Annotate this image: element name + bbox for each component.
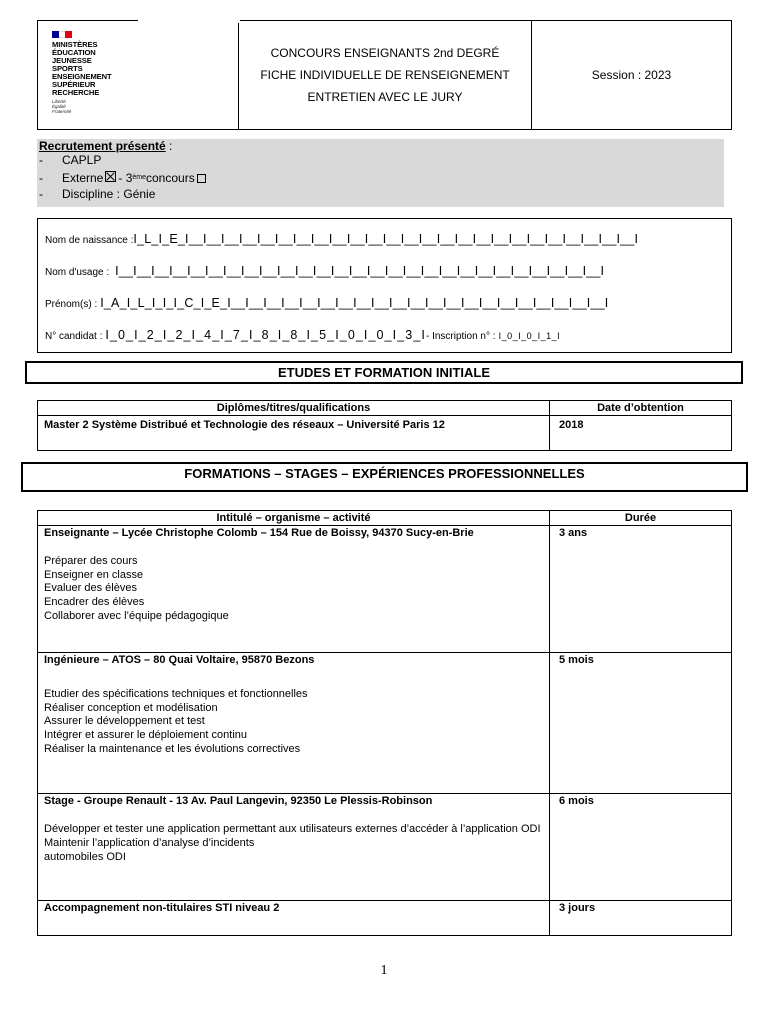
list-item: Réaliser conception et modélisation bbox=[44, 701, 218, 714]
logo-motto-line: Égalité bbox=[52, 104, 66, 109]
task-list bbox=[44, 688, 543, 757]
logo-line: JEUNESSE bbox=[52, 56, 92, 65]
title-line-1: CONCOURS ENSEIGNANTS 2nd DEGRÉ bbox=[270, 46, 500, 60]
recruitment-type: - Externe - 3 ème concours bbox=[39, 171, 724, 185]
externe-checkbox[interactable] bbox=[105, 171, 116, 182]
section-experience-title: FORMATIONS – STAGES – EXPÉRIENCES PROFESSIONNELLES bbox=[21, 462, 748, 492]
column-header: Durée bbox=[550, 511, 732, 526]
section-studies-title: ETUDES ET FORMATION INITIALE bbox=[25, 361, 743, 384]
externe-label: Externe bbox=[62, 171, 104, 185]
task-list bbox=[44, 555, 543, 624]
candidate-number-field[interactable]: I_0_I_2_I_2_I_4_I_7_I_8_I_8_I_5_I_0_I_0_I_3_I bbox=[105, 328, 426, 342]
experience-cell bbox=[38, 794, 550, 901]
list-item: Maintenir l’application d’analyse d’incidents bbox=[44, 836, 255, 849]
third-concours-checkbox[interactable] bbox=[197, 174, 206, 183]
table-row bbox=[38, 653, 732, 794]
table-header-row bbox=[38, 511, 732, 526]
identity-box bbox=[37, 218, 732, 353]
list-item: automobiles ODI bbox=[44, 850, 126, 863]
list-item: Evaluer des élèves bbox=[44, 582, 137, 595]
birth-name-label: Nom de naissance : bbox=[45, 235, 134, 246]
first-name-label: Prénom(s) : bbox=[45, 299, 98, 310]
recruitment-exam: - CAPLP bbox=[39, 153, 102, 167]
form-title bbox=[239, 21, 532, 129]
ministry-logo bbox=[38, 21, 239, 129]
discipline-label: Discipline : Génie bbox=[62, 187, 156, 201]
list-item: Enseigner en classe bbox=[44, 568, 144, 581]
list-item: Collaborer avec l’équipe pédagogique bbox=[44, 609, 229, 622]
session-label: Session : 2023 bbox=[591, 68, 672, 82]
birth-name-field[interactable]: I_L_I_E_I__I__I__I__I__I__I__I__I__I__I__I__I__I__I__I__I__I__I__I__I__I__I__I__I__I bbox=[133, 232, 639, 246]
title-line-2: FICHE INDIVIDUELLE DE RENSEIGNEMENT bbox=[260, 68, 510, 82]
table-header-row bbox=[38, 401, 732, 416]
list-item: Etudier des spécifications techniques et fonctionnelles bbox=[44, 687, 308, 700]
logo-line: ÉDUCATION bbox=[52, 48, 96, 57]
logo-line: ENSEIGNEMENT bbox=[52, 72, 112, 81]
logo-line: MINISTÈRES bbox=[52, 40, 98, 49]
experience-cell bbox=[38, 901, 550, 936]
experience-title: Stage - Groupe Renault - 13 Av. Paul Langevin, 92350 Le Plessis-Robinson bbox=[44, 795, 433, 807]
column-header: Intitulé – organisme – activité bbox=[38, 511, 550, 526]
usage-name-label: Nom d'usage : bbox=[45, 267, 110, 278]
table-row bbox=[38, 901, 732, 936]
usage-name-field[interactable]: I__I__I__I__I__I__I__I__I__I__I__I__I__I__I__I__I__I__I__I__I__I__I__I__I__I__I__I bbox=[115, 264, 605, 278]
logo-line: RECHERCHE bbox=[52, 88, 100, 97]
birth-name-row bbox=[45, 232, 638, 246]
first-name-field[interactable]: I_A_I_L_I_I_I_C_I_E_I__I__I__I__I__I__I__I__I__I__I__I__I__I__I__I__I__I__I__I__I__I bbox=[100, 296, 609, 310]
task-list bbox=[44, 822, 543, 864]
duration-cell: 3 ans bbox=[550, 526, 732, 653]
list-item: Réaliser la maintenance et les évolutions correctives bbox=[44, 742, 301, 755]
duration-cell: 6 mois bbox=[550, 794, 732, 901]
logo-line: SPORTS bbox=[52, 64, 83, 73]
title-line-3: ENTRETIEN AVEC LE JURY bbox=[307, 90, 463, 104]
duration-cell: 5 mois bbox=[550, 653, 732, 794]
form-header bbox=[37, 20, 732, 130]
list-item: Intégrer et assurer le déploiement continu bbox=[44, 729, 248, 742]
table-row bbox=[38, 794, 732, 901]
candidate-label: N° candidat : bbox=[45, 331, 103, 342]
experience-cell bbox=[38, 653, 550, 794]
list-item: Développer et tester une application permettant aux utilisateurs externes d’accéder à l’application ODI bbox=[44, 822, 541, 835]
column-header: Diplômes/titres/qualifications bbox=[38, 401, 550, 416]
experience-title: Accompagnement non-titulaires STI niveau 2 bbox=[44, 902, 280, 914]
diploma-cell: Master 2 Système Distribué et Technologie des réseaux – Université Paris 12 bbox=[38, 416, 550, 451]
candidate-row bbox=[45, 328, 560, 342]
inscription-number-field[interactable]: I_0_I_0_I_1_I bbox=[498, 331, 561, 341]
experience-cell bbox=[38, 526, 550, 653]
experience-title: Ingénieure – ATOS – 80 Quai Voltaire, 95870 Bezons bbox=[44, 654, 315, 666]
date-cell: 2018 bbox=[550, 416, 732, 451]
list-item: Encadrer des élèves bbox=[44, 596, 145, 609]
experience-table bbox=[37, 510, 732, 936]
page-number: 1 bbox=[380, 963, 388, 978]
experience-title: Enseignante – Lycée Christophe Colomb – 154 Rue de Boissy, 94370 Sucy-en-Brie bbox=[44, 527, 474, 539]
table-row bbox=[38, 416, 732, 451]
marianne-flag-icon bbox=[52, 31, 72, 38]
recruitment-discipline: - Discipline : Génie bbox=[39, 187, 156, 201]
third-concours-label: concours bbox=[146, 171, 195, 185]
duration-cell: 3 jours bbox=[550, 901, 732, 936]
logo-motto-line: Fraternité bbox=[52, 109, 72, 114]
usage-name-row bbox=[45, 264, 604, 278]
list-item: Assurer le développement et test bbox=[44, 715, 205, 728]
table-row bbox=[38, 526, 732, 653]
column-header: Date d’obtention bbox=[550, 401, 732, 416]
inscription-label: - Inscription n° : bbox=[425, 331, 496, 342]
exam-name: CAPLP bbox=[62, 153, 102, 167]
recruitment-block bbox=[37, 139, 724, 207]
first-name-row bbox=[45, 296, 608, 310]
studies-table bbox=[37, 400, 732, 451]
list-item: Préparer des cours bbox=[44, 554, 138, 567]
logo-line: SUPÉRIEUR bbox=[52, 80, 96, 89]
recruitment-title: Recrutement présenté : bbox=[39, 139, 173, 153]
logo-motto-line: Liberté bbox=[52, 99, 66, 104]
